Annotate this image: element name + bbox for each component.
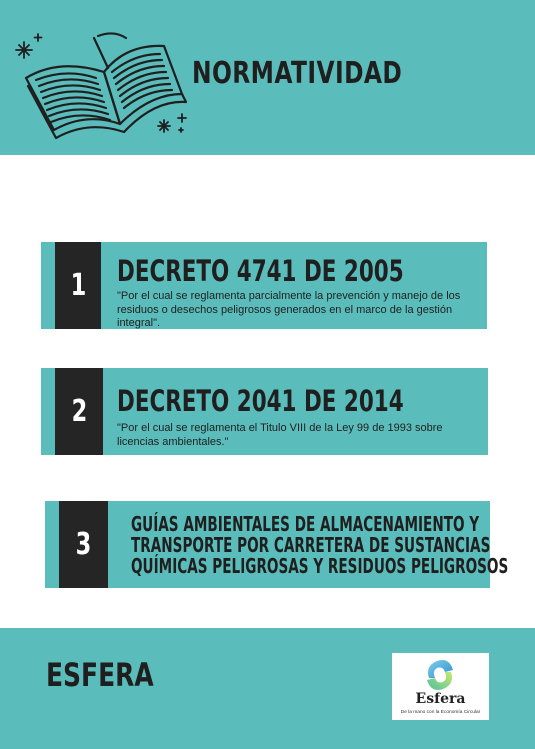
regulation-title-line: TRANSPORTE POR CARRETERA DE SUSTANCIAS (131, 533, 491, 557)
item-number-box (55, 242, 101, 329)
item-number-box (59, 501, 108, 588)
regulation-title-line: GUÍAS AMBIENTALES DE ALMACENAMIENTO Y (131, 512, 480, 536)
footer-brand-name: ESFERA (46, 656, 154, 694)
item-number-box (55, 368, 103, 455)
page-title: NORMATIVIDAD (192, 56, 403, 91)
item-number: 2 (71, 394, 87, 429)
item-number: 3 (75, 527, 92, 562)
regulation-card-1 (41, 242, 487, 329)
logo-tagline: De la mano con la Economía Circular (400, 710, 481, 715)
regulation-title (131, 514, 508, 577)
regulation-title: DECRETO 4741 DE 2005 (117, 254, 404, 288)
regulation-card-2 (41, 368, 488, 455)
regulation-description: "Por el cual se reglamenta parcialmente la prevención y manejo de los residuos o desechos peligrosos generados en el marco de la gestión integral". (117, 290, 461, 329)
regulation-description: "Por el cual se reglamenta el Titulo VIII de la Ley 99 de 1993 sobre licencias ambientales." (117, 422, 443, 448)
item-number: 1 (70, 268, 86, 303)
regulation-card-3 (45, 501, 509, 588)
esfera-logo-icon (423, 658, 457, 692)
regulation-title-line: QUÍMICAS PELIGROSAS Y RESIDUOS PELIGROSOS (131, 554, 509, 578)
book-icon (14, 28, 194, 156)
esfera-logo (392, 653, 489, 720)
logo-name: Esfera (415, 691, 466, 707)
regulation-title: DECRETO 2041 DE 2014 (117, 384, 404, 418)
